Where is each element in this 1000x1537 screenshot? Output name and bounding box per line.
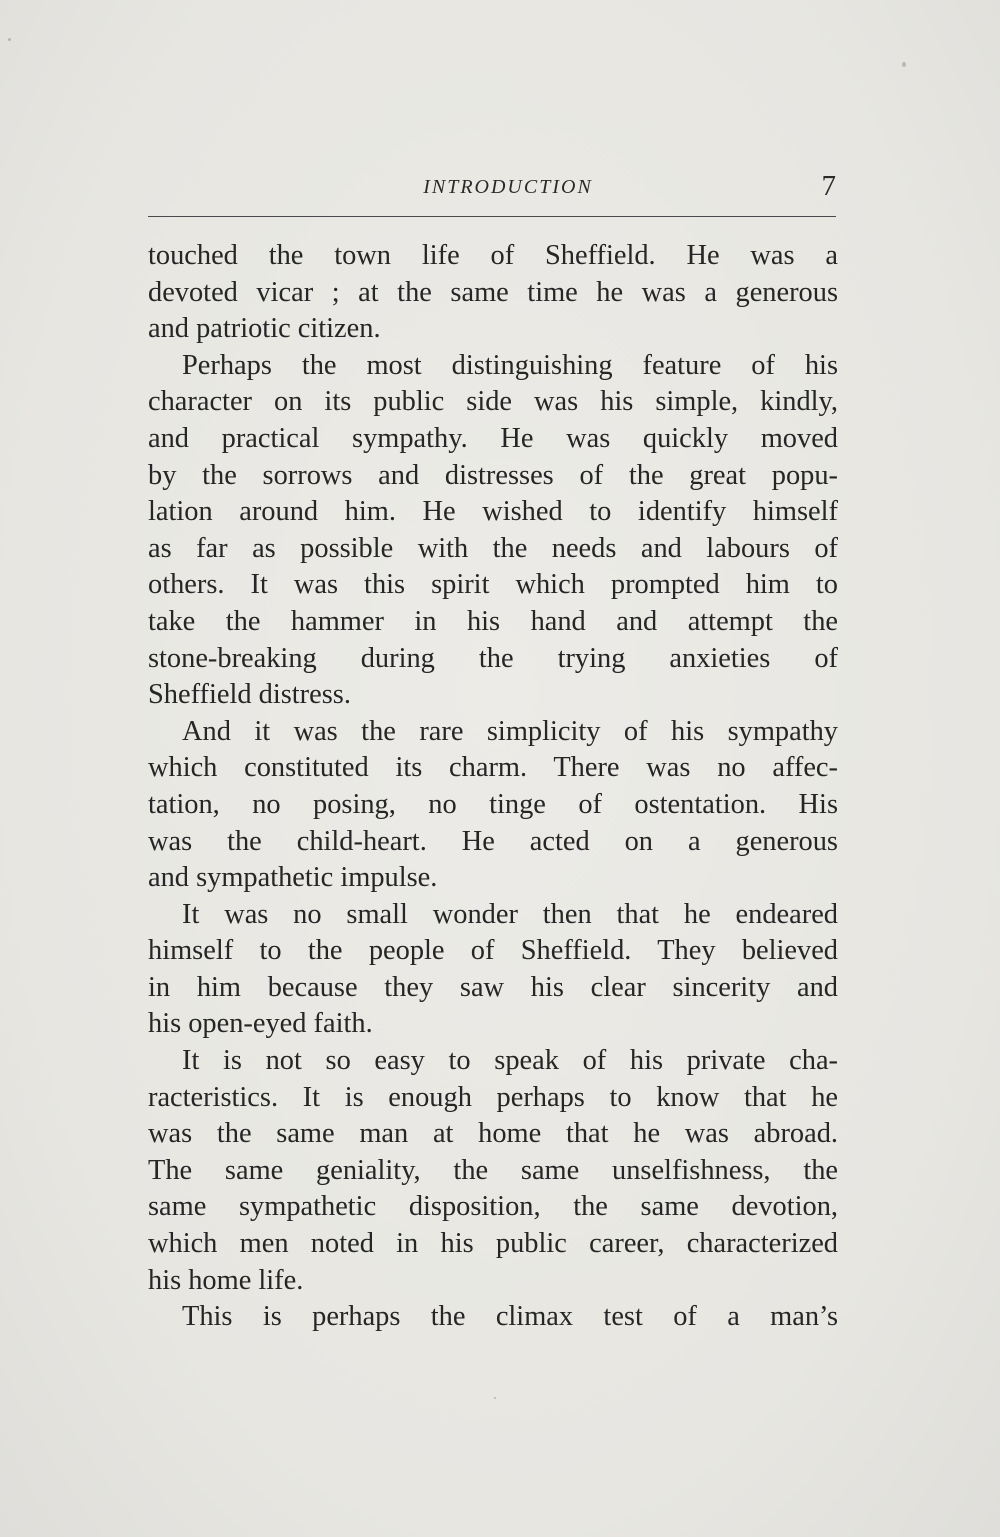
text-line: take the hammer in his hand and attempt the — [148, 605, 838, 637]
text-line: Sheffield distress. — [148, 679, 351, 711]
text-line: stone-breaking during the trying anxieties of — [148, 642, 838, 674]
paper-speck — [494, 1397, 496, 1399]
text-line: which constituted its charm. There was no affec- — [148, 752, 838, 784]
text-line: It is not so easy to speak of his private cha- — [182, 1045, 838, 1077]
text-line: It was no small wonder then that he endeared — [182, 898, 838, 930]
text-line: This is perhaps the climax test of a man’s — [182, 1301, 838, 1333]
text-line: same sympathetic disposition, the same devotion, — [148, 1191, 838, 1223]
text-line: himself to the people of Sheffield. They believed — [148, 935, 838, 967]
text-line: Perhaps the most distinguishing feature of his — [182, 349, 838, 381]
text-line: and practical sympathy. He was quickly moved — [148, 422, 838, 454]
text-line: by the sorrows and distresses of the great popu- — [148, 459, 838, 491]
paper-speck — [8, 38, 11, 41]
body-text — [148, 238, 838, 1336]
text-line: and patriotic citizen. — [148, 313, 381, 345]
text-line: racteristics. It is enough perhaps to know that he — [148, 1081, 838, 1113]
text-line: which men noted in his public career, characterized — [148, 1228, 838, 1260]
text-line: and sympathetic impulse. — [148, 862, 438, 894]
text-line: And it was the rare simplicity of his sympathy — [182, 715, 838, 747]
text-line: The same geniality, the same unselfishness, the — [148, 1154, 838, 1186]
page-number: 7 — [821, 170, 836, 202]
page-header — [148, 170, 838, 210]
header-rule — [148, 216, 836, 217]
text-line: character on its public side was his simple, kindly, — [148, 386, 838, 418]
text-line: others. It was this spirit which prompted him to — [148, 569, 838, 601]
text-line: as far as possible with the needs and labours of — [148, 532, 838, 564]
text-line: tation, no posing, no tinge of ostentation. His — [148, 788, 838, 820]
text-line: devoted vicar ; at the same time he was a generous — [148, 276, 838, 308]
paper-speck — [902, 62, 906, 67]
text-line: his home life. — [148, 1264, 304, 1296]
running-title: INTRODUCTION — [423, 176, 593, 198]
text-line: lation around him. He wished to identify himself — [148, 496, 838, 528]
text-line: touched the town life of Sheffield. He was a — [148, 240, 838, 271]
text-line: his open-eyed faith. — [148, 1008, 373, 1040]
text-line: in him because they saw his clear sincerity and — [148, 971, 838, 1003]
text-line: was the child-heart. He acted on a generous — [148, 825, 838, 857]
text-line: was the same man at home that he was abroad. — [148, 1118, 838, 1150]
